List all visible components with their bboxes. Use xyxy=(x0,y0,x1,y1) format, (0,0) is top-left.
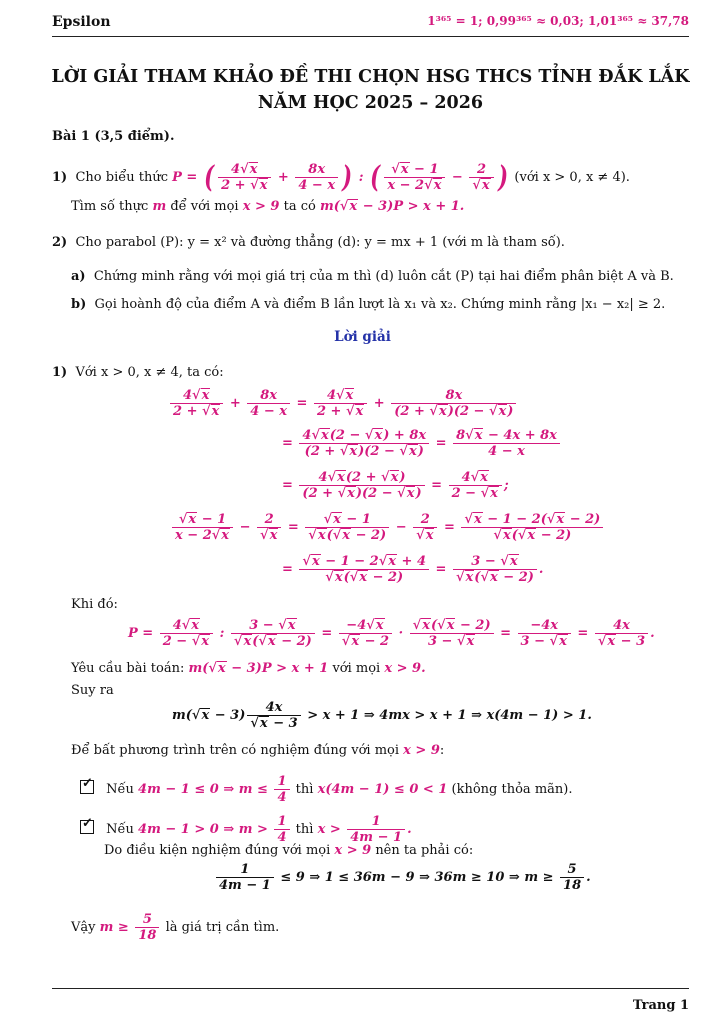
q1-line2-c: ta có xyxy=(283,199,316,214)
solution-1-intro xyxy=(52,364,224,382)
header-right: 1³⁶⁵ = 1; 0,99³⁶⁵ ≈ 0,03; 1,01³⁶⁵ ≈ 37,78 xyxy=(427,14,689,28)
inequality-chain: m(√x − 3) $\frac{4x}{√x - 3}$ > x + 1 ⇒ 4mx > x + 1 ⇒ x(4m − 1) > 1. xyxy=(172,700,592,731)
solution-1-intro-text: Với x > 0, x ≠ 4, ta có: xyxy=(75,365,224,380)
question-1-condition: (với x > 0, x ≠ 4). xyxy=(514,170,630,185)
de-bpt: Để bất phương trình trên có nghiệm đúng với mọi x > 9: xyxy=(71,743,445,758)
final-inequality: $\frac{1}{4m - 1}$ ≤ 9 ⇒ 1 ≤ 36m − 9 ⇒ 36m ≥ 10 ⇒ m ≥ $\frac{5}{18}$ . xyxy=(214,862,591,893)
conclusion: Vậy m ≥ $\frac{5}{18}$ là giá trị cần tìm. xyxy=(71,912,280,943)
P-result: P = $\frac{4√x}{2 - √x}$ : $\frac{3 - √x}{√x(√x - 2)}$ = $\frac{-4√x}{√x - 2}$ · $\frac{√x(√x - 2)}{3 - √x}$ = $\frac{-4x}{3 - √x}$ = $\frac{4x}{√x - 3}$ . xyxy=(128,618,655,649)
question-2b xyxy=(71,296,665,314)
derivation-line-5: = $\frac{√x - 1 - 2√x + 4}{√x(√x - 2)}$ = $\frac{3 - √x}{√x(√x - 2)}$ . xyxy=(282,554,544,585)
do-dieu-kien-b: nên ta phải có: xyxy=(375,843,474,858)
yeu-cau: Yêu cầu bài toán: m(√x − 3)P > x + 1 với mọi x > 9. xyxy=(71,661,426,676)
question-2-number: 2) xyxy=(52,235,68,250)
vay-a: Vậy xyxy=(71,920,96,935)
expression-P: P = ( $\frac{4√x}{2 + √x}$ + $\frac{8x}{4 - x}$ ) : ( $\frac{√x - 1}{x - 2√x}$ − $\frac{2}{√x}$ ) xyxy=(172,159,508,195)
question-2-text: Cho parabol (P): y = x² và đường thẳng (d): y = mx + 1 (với m là tham số). xyxy=(75,235,565,250)
derivation-line-3: = $\frac{4√x(2 + √x)}{(2 + √x)(2 - √x)}$ = $\frac{4√x}{2 - √x}$ ; xyxy=(282,470,509,501)
document-title xyxy=(40,64,701,116)
checkbox-icon xyxy=(80,820,94,834)
solution-heading: Lời giải xyxy=(334,329,391,345)
yeu-cau-a: Yêu cầu bài toán: xyxy=(71,661,185,676)
header-left: Epsilon xyxy=(52,14,111,30)
do-dieu-kien: Do điều kiện nghiệm đúng với mọi x > 9 nên ta phải có: xyxy=(104,843,474,858)
yeu-cau-b: với mọi xyxy=(332,661,381,676)
case2-b: thì xyxy=(295,822,314,837)
de-bpt-text: Để bất phương trình trên có nghiệm đúng với mọi xyxy=(71,743,400,758)
solution-1-number: 1) xyxy=(52,365,68,380)
question-1-line-2: Tìm số thực m để với mọi x > 9 ta có m(√x − 3)P > x + 1. xyxy=(71,199,465,214)
question-2b-label: b) xyxy=(71,297,87,312)
do-dieu-kien-a: Do điều kiện nghiệm đúng với mọi xyxy=(104,843,331,858)
question-1-number: 1) xyxy=(52,170,68,185)
question-2a-text: Chứng minh rằng với mọi giá trị của m thì (d) luôn cắt (P) tại hai điểm phân biệt A và B. xyxy=(93,269,674,284)
q1-line2-a: Tìm số thực xyxy=(71,199,149,214)
page-number: Trang 1 xyxy=(632,998,689,1013)
khi-do: Khi đó: xyxy=(71,597,118,612)
vay-b: là giá trị cần tìm. xyxy=(165,920,280,935)
q1-line2-b: để với mọi xyxy=(170,199,239,214)
case-2: ✓ Nếu 4m − 1 > 0 ⇒ m > $\frac{1}{4}$ thì x > $\frac{1}{4m - 1}$ . xyxy=(80,814,412,845)
footer-rule xyxy=(52,988,689,989)
derivation-line-2: = $\frac{4√x(2 - √x) + 8x}{(2 + √x)(2 - √x)}$ = $\frac{8√x - 4x + 8x}{4 - x}$ xyxy=(282,428,562,459)
case1-c: (không thỏa mãn). xyxy=(451,782,573,797)
case1-b: thì xyxy=(295,782,314,797)
question-2a-label: a) xyxy=(71,269,86,284)
derivation-line-4: $\frac{√x - 1}{x - 2√x}$ − $\frac{2}{√x}$ = $\frac{√x - 1}{√x(√x - 2)}$ − $\frac{2}{√x}$ = $\frac{√x - 1 - 2(√x - 2)}{√x(√x - 2)}$ xyxy=(170,512,605,543)
title-line-1: LỜI GIẢI THAM KHẢO ĐỀ THI CHỌN HSG THCS TỈNH ĐẮK LẮK xyxy=(51,67,690,87)
case-1: ✓ Nếu 4m − 1 ≤ 0 ⇒ m ≤ $\frac{1}{4}$ thì x(4m − 1) ≤ 0 < 1 (không thỏa mãn). xyxy=(80,774,572,805)
page-header xyxy=(52,14,689,37)
problem-heading: Bài 1 (3,5 điểm). xyxy=(52,129,175,144)
question-2a xyxy=(71,268,674,286)
case2-a: Nếu xyxy=(106,822,134,837)
suy-ra: Suy ra xyxy=(71,683,114,698)
derivation-line-1: $\frac{4√x}{2 + √x}$ + $\frac{8x}{4 - x}$ = $\frac{4√x}{2 + √x}$ + $\frac{8x}{(2 + √x)(2 - √x)}$ xyxy=(168,388,518,419)
question-1 xyxy=(52,160,630,196)
case1-a: Nếu xyxy=(106,782,134,797)
question-1-text: Cho biểu thức xyxy=(75,170,168,185)
title-line-2: NĂM HỌC 2025 – 2026 xyxy=(257,93,484,113)
checkbox-icon xyxy=(80,780,94,794)
question-2 xyxy=(52,234,565,252)
question-2b-text: Gọi hoành độ của điểm A và điểm B lần lượt là x₁ và x₂. Chứng minh rằng |x₁ − x₂| ≥ 2. xyxy=(94,297,666,312)
